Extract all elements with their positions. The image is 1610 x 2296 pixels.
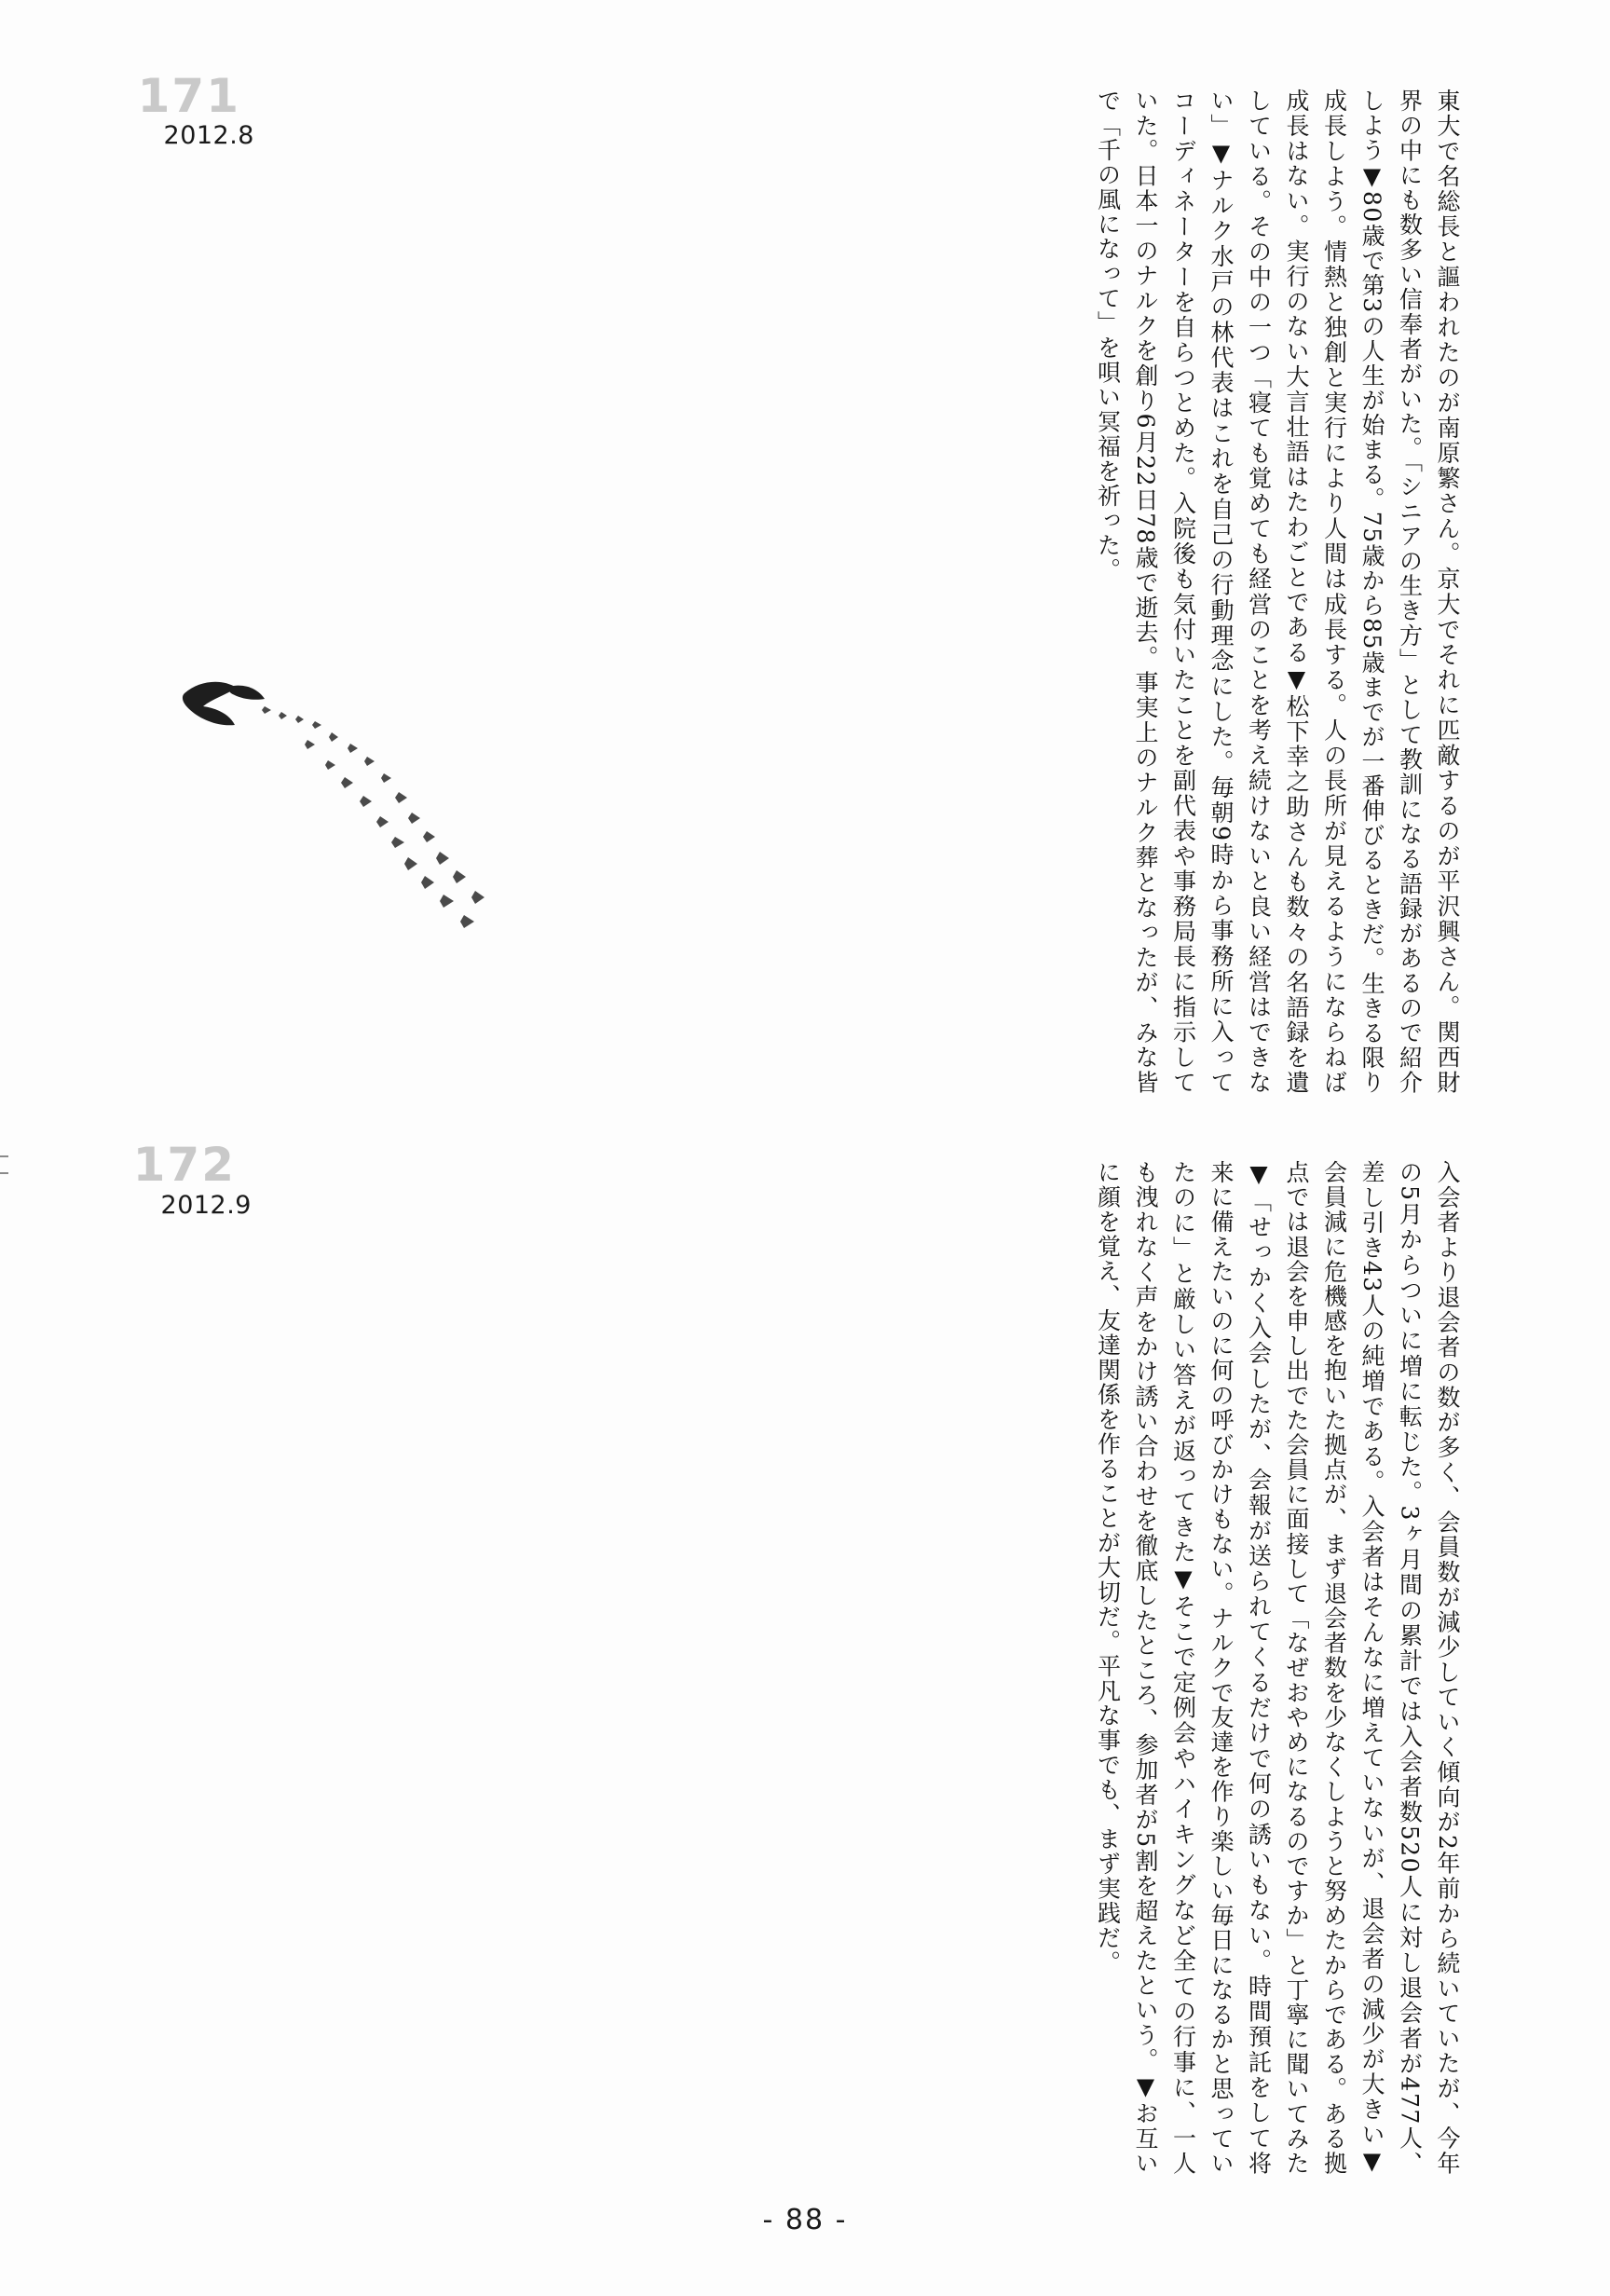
article-date: 2012.9	[160, 1191, 252, 1220]
article-body-text: 入会者より退会者の数が多く、会員数が減少していく傾向が2年前から続いていたが、今年の5月からついに増に転じた。3ヶ月間の累計では入会者数520人に対し退会者が477人、差し引き43人の純増である。入会者はそんなに増えていないが、退会者の減少が大きい▼会員減に危機感を抱いた拠点が、まず退会者数を少なくしようと努めたからである。ある拠点では退会を申し出でた会員に面接して「なぜおやめになるのですか」と丁寧に聞いてみた▼「せっかく入会したが、会報が送られてくるだけで何の誘いもない。時間預託をして将来に備えたいのに何の呼びかけもない。ナルクで友達を作り楽しい毎日になるかと思っていたのに」と厳しい答えが返ってきた▼そこで定例会やハイキングなど全ての行事に、一人も洩れなく声をかけ誘い合わせを徹底したところ、参加者が5割を超えたという。▼お互いに顔を覚え、友達関係を作ることが大切だ。平凡な事でも、まず実践だ。	[1094, 1160, 1461, 2177]
article-body-text: 東大で名総長と謳われたのが南原繁さん。京大でそれに匹敵するのが平沢興さん。関西財界の中にも数多い信奉者がいた。「シニアの生き方」として教訓になる語録があるので紹介しよう▼80歳で第3の人生が始まる。75歳から85歳までが一番伸びるときだ。生きる限り成長しよう。情熱と独創と実行により人間は成長する。人の長所が見えるようにならねば成長はない。実行のない大言壮語はたわごとである▼松下幸之助さんも数々の名語録を遺している。その中の一つ「寝ても覚めても経営のことを考え続けないと良い経営はできない」▼ナルク水戸の林代表はこれを自己の行動理念にした。毎朝9時から事務所に入ってコーディネーターを自らつとめた。入院後も気付いたことを副代表や事務局長に指示していた。日本一のナルクを創り6月22日78歳で逝去。事実上のナルク葬となったが、みな皆で「千の風になって」を唄い冥福を祈った。	[1094, 89, 1461, 1096]
page-number: - 88 -	[762, 2204, 848, 2236]
scan-edge-mark	[0, 1155, 8, 1157]
article-number: 172	[132, 1138, 236, 1192]
article-number: 171	[137, 69, 240, 123]
scan-edge-mark	[0, 1172, 8, 1174]
article-date: 2012.8	[163, 121, 254, 150]
